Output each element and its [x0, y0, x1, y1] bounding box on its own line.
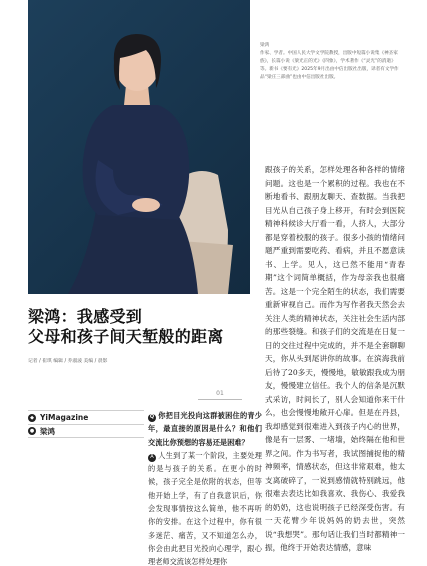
title-line-2: 父母和孩子间天堑般的距离 — [28, 327, 224, 346]
answer-text: 人生到了某一个阶段，主要处理的是与孩子的关系。在更小的时候，孩子完全是依附的状态，但等他开始上学，有了自我意识后，你会发现事情按这么简单，他不再听你的安排。在这个过程中，你有很多迷茫、痛苦，又不知道怎么办，你会由此把目光投向心理学，跟心理老师交流该怎样处理你 — [148, 450, 262, 566]
page-number: 01 — [216, 390, 224, 397]
bio-text: 作家、学者。中国人民大学文学院教授，出版中短篇小说集《神圣家族》，长篇小说《梁光正的光》《四象》，学术著作《“灵光”的消逝》等。新书《要有光》2025年9月出由中信出版社出版，译者有文学作品“梁庄三部曲”也由中信出版社出版。 — [260, 51, 399, 80]
brand-icon: ◆ — [28, 414, 36, 422]
person-icon: ● — [29, 428, 35, 434]
article-title — [28, 307, 248, 347]
meta-brand-row — [28, 410, 144, 424]
body-text-right: 跟孩子的关系，怎样处理各种各样的情绪问题。这也是一个累积的过程。我也在不断地看书、跟朋友聊天、查数据。当我把目光从自己孩子身上移开，有时会到医院精神科候诊大厅看一看，人挤人，大部分都是穿着校服的孩子。很多小孩的情绪问题严重到需要吃药、看病，并且不愿意读书、上学。见人，这已然不能用“青春期”这个词简单概括，作为母亲我也很痛苦。这是一个完全陌生的状态，我们需要重新审视自己。而作为写作者我天然会去关注人类的精神状态，关注社会生活内部的那些裂缝。和孩子们的交流是在日复一日的交往过程中完成的，并不是全套聊聊天，你从头到尾讲你的故事。在滨海我前后待了20多天，慢慢地，敏敏跟我成为朋友，慢慢建立信任。我个人的信条是沉默式采访，时间长了，别人会知道你来干什么，也会慢慢地敞开心扉。但是在丹县，我却感觉到很难进入到孩子内心的世界，像是有一层雾、一堵墙，始终隔在他和世界之间。作为书写者，我试图捕捉他的精神频率，情感状态，但这非常艰难，他太支离破碎了，一说到感情就特别跳远，他很难去表达比如我喜欢、我伤心、我爱我的奶奶，这也说明孩子已经深受伤害。有一天花臂少年说妈妈的奶去世，突然说“我想哭”。那句话让我们当时都精神一振，他终于开始表达情感，意味 — [265, 165, 405, 552]
author-bio — [260, 42, 400, 82]
meta-brand: YiMagazine — [40, 413, 89, 422]
body-column-right — [265, 163, 405, 555]
meta-person: 梁鸿 — [40, 426, 55, 436]
portrait-illustration — [28, 0, 250, 294]
question-icon: Q — [149, 414, 155, 420]
article-meta — [28, 410, 144, 438]
title-line-1: 梁鸿：我感受到 — [28, 307, 143, 326]
article-credits: 记者 / 崔琪 编辑 / 乔淑波 美编 / 晨影 — [28, 359, 108, 364]
page-number-rule — [198, 399, 242, 400]
meta-person-row — [28, 424, 144, 438]
body-column-middle — [148, 409, 262, 566]
answer-icon: A — [148, 454, 156, 462]
interview-answer — [148, 449, 262, 566]
question-text: 你把目光投向这群被困住的青少年，最直接的原因是什么？和他们交流比你预想的容易还是困难？ — [148, 411, 262, 447]
interview-question — [148, 409, 262, 449]
bio-name: 梁鸿 — [260, 43, 270, 48]
portrait-photo — [28, 0, 250, 294]
